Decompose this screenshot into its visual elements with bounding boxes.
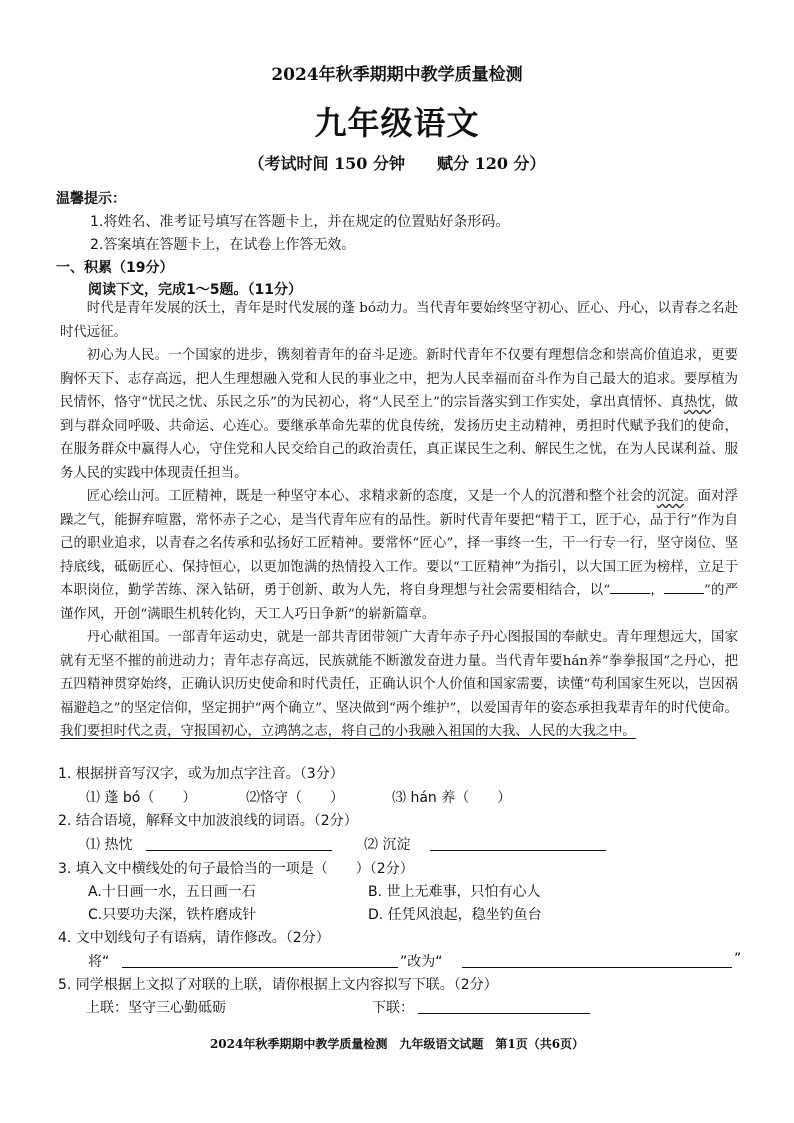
subject-title: 九年级语文 xyxy=(314,104,480,142)
tips-heading: 温馨提示： xyxy=(56,191,126,207)
answer-line xyxy=(430,850,606,851)
answer-line xyxy=(146,850,332,851)
answer-line xyxy=(418,1013,590,1014)
q5-upper-couplet: 上联：坚守三心勤砥砺 xyxy=(86,1000,226,1016)
q4-jiang: 将“ xyxy=(88,954,110,970)
q2-part-a: ⑴ 热忱 xyxy=(86,837,133,853)
passage-paragraph: 丹心献祖国。一部青年运动史，就是一部共青团带领广大青年赤子丹心图报国的奉献史。青年理想远大，国家就有无坚不摧的前进动力；青年志存高远，民族就能不断激发奋进力量。当代青年要hán养“拳拳报国”之丹心，把五四精神贯穿始终，正确认识历史使命和时代责任，正确认识个人价值和国家需要，读懂“苟利国家生死以，岂因祸福避趋之”的坚定信仰，坚定拥护“两个确立”、坚决做到“两个维护”，以爱国青年的姿态承担我辈青年的时代使命。我们要担时代之责，守报国初心，立鸿鹄之志，将自己的小我融入祖国的大我、人民的大我之中。 xyxy=(60,630,738,739)
answer-line xyxy=(122,967,398,968)
fill-blank xyxy=(664,579,704,594)
page-footer: 2024年秋季期期中教学质量检测 九年级语文试题 第1页（共6页） xyxy=(209,1037,585,1051)
exam-title: 2024年秋季期期中教学质量检测 xyxy=(271,65,523,85)
q3-option-b: B. 世上无难事，只怕有心人 xyxy=(368,884,541,900)
q3-option-c: C.只要功夫深，铁杵磨成针 xyxy=(88,907,257,923)
q3-option-d: D. 任凭风浪起，稳坐钓鱼台 xyxy=(368,907,542,923)
question-5-stem: 5. 同学根据上文拟了对联的上联，请你根据上文内容拟写下联。（2分） xyxy=(58,977,498,993)
tip-item: 2.答案填在答题卡上，在试卷上作答无效。 xyxy=(90,237,356,253)
q1-part-a: ⑴ 蓬 bó（ ） xyxy=(86,790,197,806)
q2-part-b: ⑵ 沉淀 xyxy=(364,837,411,853)
section-heading: 一、积累（19分） xyxy=(56,260,174,276)
passage-paragraph: 匠心绘山河。工匠精神，既是一种坚守本心、求精求新的态度，又是一个人的沉潜和整个社会的沉淀。面对浮躁之气，能摒弃喧嚣，常怀赤子之心，是当代青年应有的品性。新时代青年要把“精于工，匠于心，品于行”作为自己的职业追求，以青春之名传承和弘扬好工匠精神。要常怀“匠心”，择一事终一生，干一行专一行，坚守岗位、坚持底线，砥砺匠心、保持恒心，以更加饱满的热情投入工作。要以“工匠精神”为指引，以大国工匠为榜样，立足于本职岗位，勤学苦练、深入钻研，勇于创新、敢为人先，将自身理想与社会需要相结合，以“ ， ”的严谨作风，开创“满眼生机转化钧，天工人巧日争新”的崭新篇章。 xyxy=(60,489,739,622)
q3-option-a: A.十日画一水，五日画一石 xyxy=(88,884,256,900)
passage-paragraph: 初心为人民。一个国家的进步，镌刻着青年的奋斗足迹。新时代青年不仅要有理想信念和崇高价值追求，更要胸怀天下、志存高远，把人生理想融入党和人民的事业之中，把为人民幸福而奋斗作为自己最大的追求。要厚植为民情怀，恪守“忧民之忧、乐民之乐”的为民初心，将“人民至上”的宗旨落实到工作实处，拿出真情怀、真热忱，做到与群众同呼吸、共命运、心连心。要继承革命先辈的优良传统，发扬历史主动精神，勇担时代赋予我们的使命，在服务群众中赢得人心，守住党和人民交给自己的政治责任，真正谋民生之利、解民生之忧，在为人民谋利益、服务人民的实践中体现责任担当。 xyxy=(60,348,738,481)
q1-part-b: ⑵恪守（ ） xyxy=(246,790,344,806)
q5-lower-label: 下联： xyxy=(372,1000,414,1016)
tip-item: 1.将姓名、准考证号填写在答题卡上，并在规定的位置贴好条形码。 xyxy=(90,214,510,230)
wavy-word-chendian: 沉淀 xyxy=(656,489,684,504)
reading-passage xyxy=(60,297,738,744)
fill-blank xyxy=(610,579,650,594)
q1-part-c: ⑶ hán 养（ ） xyxy=(392,790,512,806)
question-1-stem: 1. 根据拼音写汉字，或为加点字注音。（3分） xyxy=(58,766,344,782)
exam-meta: （考试时间 150 分钟 赋分 120 分） xyxy=(248,154,546,173)
question-4-stem: 4. 文中划线句子有语病，请作修改。（2分） xyxy=(58,930,330,946)
reading-instruction: 阅读下文，完成1～5题。（11分） xyxy=(88,282,302,298)
wavy-word-rechen: 热忱 xyxy=(683,395,712,410)
answer-line xyxy=(462,967,732,968)
underlined-sentence: 我们要担时代之责，守报国初心，立鸿鹄之志，将自己的小我融入祖国的大我、人民的大我之中。 xyxy=(60,724,636,739)
passage-paragraph: 时代是青年发展的沃土，青年是时代发展的蓬 bó动力。当代青年要始终坚守初心、匠心、丹心，以青春之名赴时代远征。 xyxy=(60,301,738,340)
question-3-stem: 3. 填入文中横线处的句子最恰当的一项是（ ）（2分） xyxy=(58,861,414,877)
q4-gaiwei: ”改为“ xyxy=(400,954,443,970)
question-2-stem: 2. 结合语境，解释文中加波浪线的词语。（2分） xyxy=(58,813,358,829)
q4-end: ” xyxy=(734,951,742,967)
